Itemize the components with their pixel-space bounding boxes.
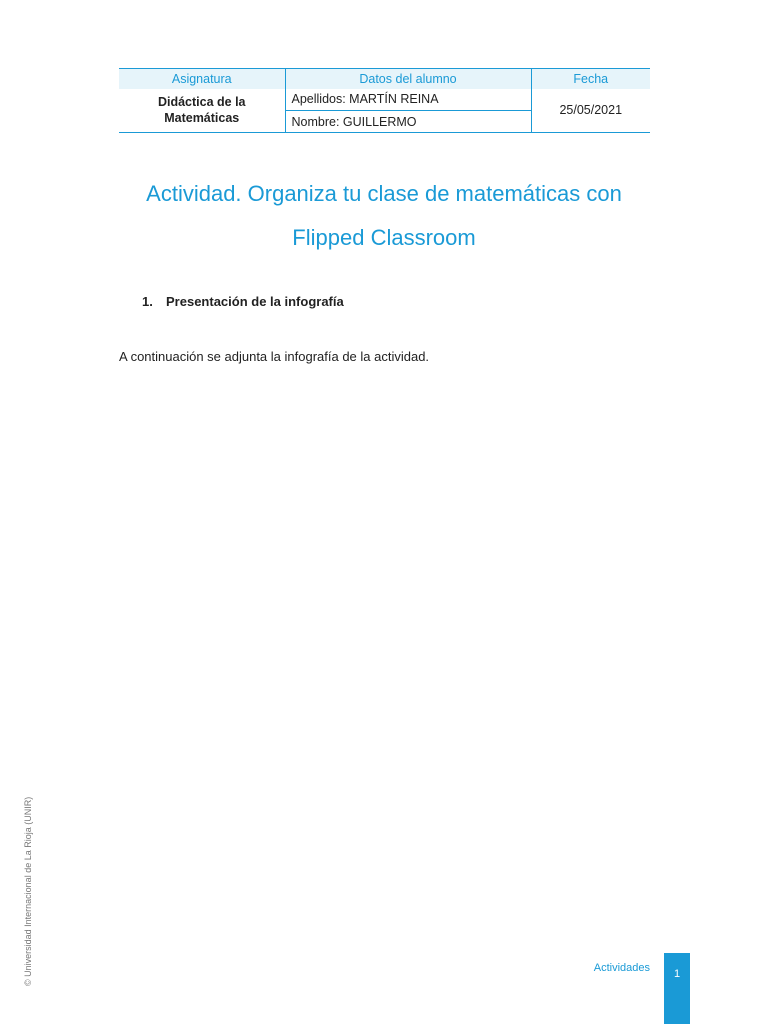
subject-cell — [119, 89, 285, 133]
document-title — [110, 172, 658, 260]
student-row-1 — [119, 89, 650, 111]
date-cell: 25/05/2021 — [531, 89, 650, 133]
section-heading — [142, 294, 344, 309]
name-cell: Nombre: GUILLERMO — [285, 111, 531, 133]
footer-section-label: Actividades — [593, 962, 650, 974]
header-col-date: Fecha — [531, 69, 650, 89]
title-line-1: Actividad. Organiza tu clase de matemáticas con — [146, 181, 622, 206]
title-line-2: Flipped Classroom — [292, 225, 476, 250]
footer-page-number: 1 — [664, 953, 690, 1024]
header-col-subject: Asignatura — [119, 69, 285, 89]
header-table — [119, 68, 650, 133]
header-row — [119, 69, 650, 89]
header-col-student: Datos del alumno — [285, 69, 531, 89]
subject-line-1: Didáctica de la — [157, 95, 246, 110]
subject-line-2: Matemáticas — [164, 111, 240, 126]
surname-cell: Apellidos: MARTÍN REINA — [285, 89, 531, 111]
side-copyright: © Universidad Internacional de La Rioja (UNIR) — [23, 796, 33, 986]
body-paragraph: A continuación se adjunta la infografía de la actividad. — [119, 349, 430, 364]
section-heading-text: Presentación de la infografía — [166, 294, 344, 309]
section-number: 1. — [142, 294, 153, 309]
